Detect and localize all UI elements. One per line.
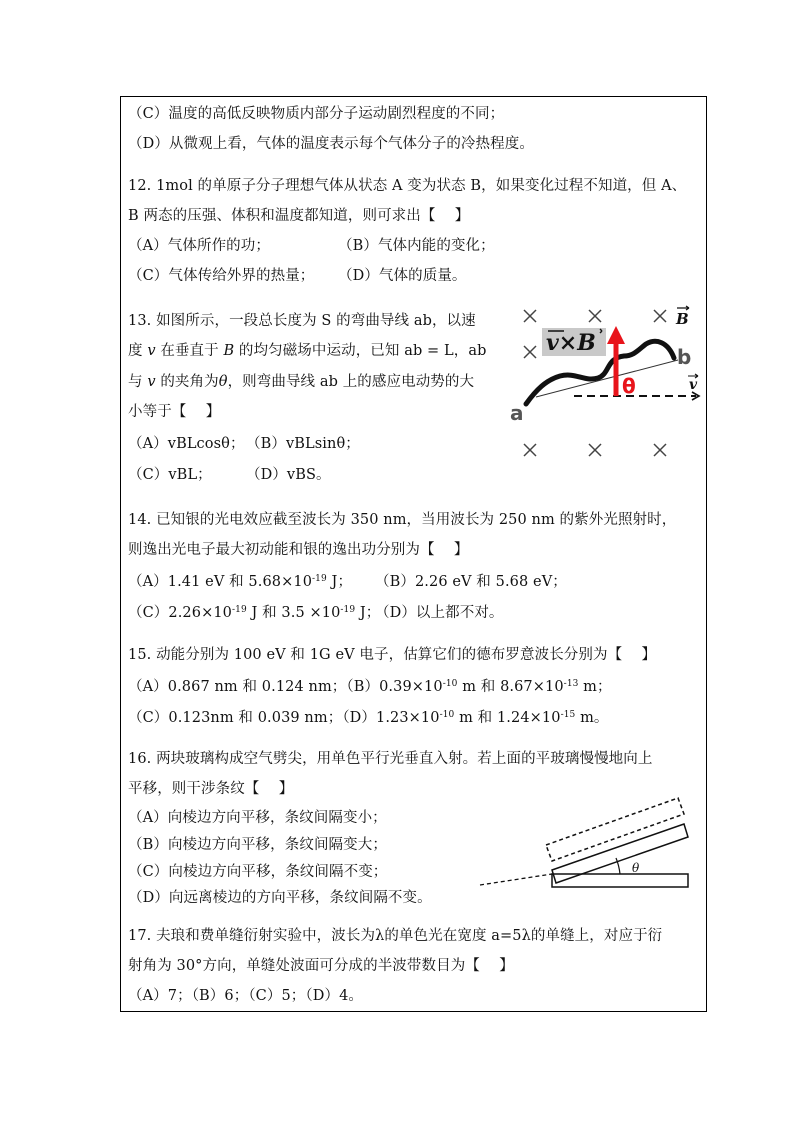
theta-red-label: θ <box>622 374 636 398</box>
wedge-theta-label: θ <box>632 861 640 875</box>
q14-option-a: （A）1.41 eV 和 $5.68\times 10^{-19}$ J； <box>128 574 353 590</box>
q15-options-cd: （C）0.123nm 和 0.039 nm；$(D)1.23\times 10^{-10}$ m 和 $1.24\times 10^{-15}$ m。 <box>128 710 609 726</box>
q14-option-b: （B）2.26 eV 和 5.68 eV； <box>375 574 567 590</box>
q15-stem-line1: 15. 动能分别为 100 eV 和 1G eV 电子，估算它们的德布罗意波长分别为【 】 <box>128 647 657 663</box>
vxb-label: v×B <box>546 330 596 356</box>
bottom-glass-plate <box>552 874 688 887</box>
q13-stem-line4: 小等于【 】 <box>128 404 221 420</box>
b-vector-label: B <box>676 310 689 328</box>
q12-option-a: （A）气体所作的功； <box>128 238 270 254</box>
q13-stem-line1: 13. 如图所示，一段总长度为 S 的弯曲导线 ab，以速 <box>128 313 476 329</box>
q12-option-c: （C）气体传给外界的热量； <box>128 268 315 284</box>
q16-option-d: （D）向远离棱边的方向平移，条纹间隔不变。 <box>128 890 432 906</box>
q17-options: （A）7；（B）6；（C）5；（D）4。 <box>128 988 363 1004</box>
q16-stem-line2: 平移，则干涉条纹【 】 <box>128 781 294 797</box>
q12-option-b: （B）气体内能的变化； <box>338 238 495 254</box>
point-a-label: a <box>510 401 524 425</box>
q17-stem-line1: 17. 夫琅和费单缝衍射实验中，波长为λ的单色光在宽度 a=5λ的单缝上，对应于衍 <box>128 928 663 944</box>
q16-air-wedge-figure <box>476 790 692 892</box>
q12-option-d: （D）气体的质量。 <box>338 268 467 284</box>
q16-option-c: （C）向棱边方向平移，条纹间隔不变； <box>128 864 388 880</box>
q16-stem-line1: 16. 两块玻璃构成空气劈尖，用单色平行光垂直入射。若上面的平玻璃慢慢地向上 <box>128 751 653 767</box>
q17-stem-line2: 射角为 30°方向，单缝处波面可分成的半波带数目为【 】 <box>128 958 514 974</box>
q13-option-b: （B）vBLsinθ； <box>246 436 360 452</box>
q12-stem-line1: 12. 1mol 的单原子分子理想气体从状态 A 变为状态 B，如果变化过程不知道，但 A、 <box>128 178 687 194</box>
q13-option-d: （D）vBS。 <box>246 467 331 483</box>
q16-option-a: （A）向棱边方向平移，条纹间隔变小； <box>128 810 387 826</box>
q12-stem-line2: B 两态的压强、体积和温度都知道，则可求出【 】 <box>128 208 470 224</box>
q13-magnetic-field-figure <box>506 300 702 470</box>
wedge-extension-dashed <box>480 874 552 885</box>
q11-option-c: （C）温度的高低反映物质内部分子运动剧烈程度的不同； <box>128 106 505 122</box>
q14-stem-line2: 则逸出光电子最大初动能和银的逸出功分别为【 】 <box>128 542 469 558</box>
q11-option-d: （D）从微观上看，气体的温度表示每个气体分子的冷热程度。 <box>128 136 534 152</box>
q13-option-a: （A）vBLcosθ； <box>128 436 245 452</box>
q16-option-b: （B）向棱边方向平移，条纹间隔变大； <box>128 837 387 853</box>
v-vector-label: v <box>689 377 698 393</box>
shifted-top-plate-dashed <box>546 798 684 861</box>
q15-options-ab: （A）0.867 nm 和 0.124 nm；$(B)0.39\times 10^{-10}$ m 和 $8.67\times 10^{-13}$ m； <box>128 679 612 695</box>
q13-stem-line3: 与 v 的夹角为θ，则弯曲导线 ab 上的感应电动势的大 <box>128 374 475 390</box>
q13-stem-line2: 度 v 在垂直于 B 的均匀磁场中运动，已知 ab = L，ab <box>128 343 487 359</box>
point-b-label: b <box>677 345 692 369</box>
q14-option-c: $(C)2.26\times 10^{-19}$ J 和 $3.5 \times 10^{-19}$ J； <box>128 605 381 621</box>
q14-option-d: （D）以上都不对。 <box>375 605 504 621</box>
vxb-red-arrowhead <box>607 326 625 344</box>
q14-stem-line1: 14. 已知银的光电效应截至波长为 350 nm，当用波长为 250 nm 的紫外光照射时， <box>128 512 677 528</box>
q13-option-c: （C）vBL； <box>128 467 212 483</box>
